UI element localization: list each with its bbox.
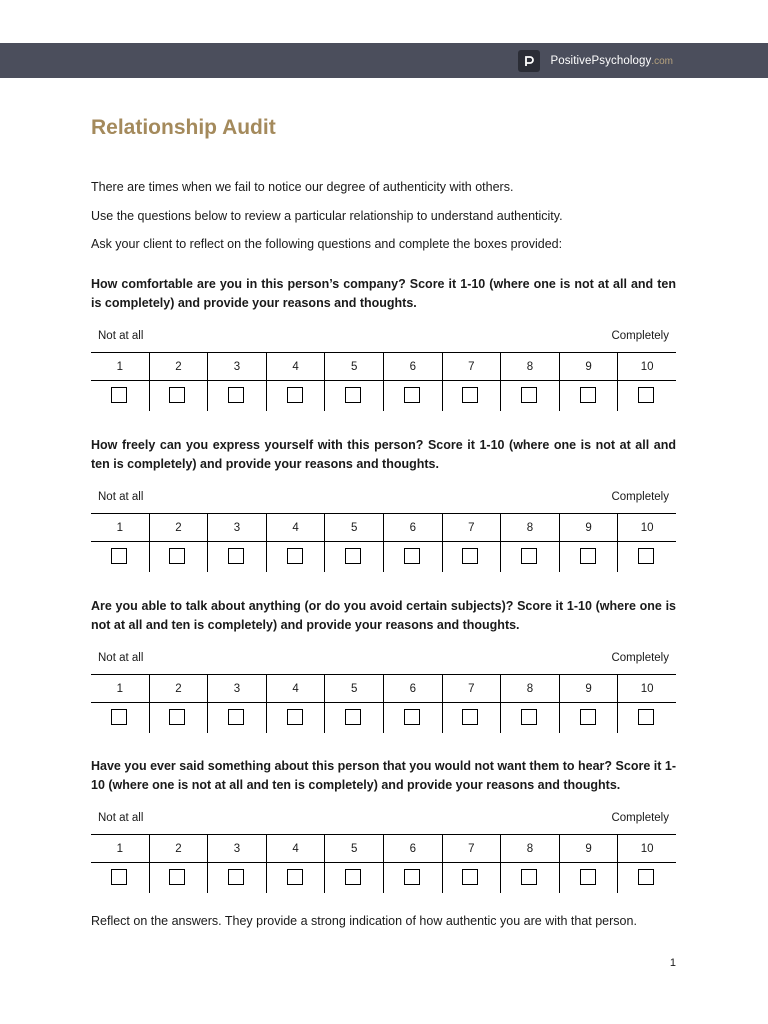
- scale-number: 3: [208, 675, 266, 703]
- brand[interactable]: [518, 51, 673, 71]
- score-checkbox[interactable]: [345, 548, 361, 564]
- scale-number: 10: [618, 835, 676, 863]
- scale-label-completely: Completely: [611, 330, 669, 342]
- scale-number: 4: [267, 835, 325, 863]
- scale-cell-6: [383, 353, 442, 411]
- scale-number: 1: [91, 353, 149, 381]
- scale-number: 2: [150, 675, 208, 703]
- scale-cell-6: [383, 514, 442, 572]
- scale-cell-3: [207, 675, 266, 733]
- scale-cell-2: [149, 675, 208, 733]
- scale-number: 8: [501, 353, 559, 381]
- scale-number: 6: [384, 514, 442, 542]
- scale-labels: [91, 491, 676, 507]
- brand-suffix: .com: [651, 55, 673, 67]
- scale-cell-8: [500, 514, 559, 572]
- question-3: Are you able to talk about anything (or do you avoid certain subjects)? Score it 1-10 (where one is not at all and ten is completely) and provide your reasons and thoughts.: [91, 599, 676, 632]
- score-checkbox[interactable]: [462, 548, 478, 564]
- scale-cell-8: [500, 675, 559, 733]
- scale-cell-10: [617, 675, 676, 733]
- score-checkbox[interactable]: [580, 548, 596, 564]
- score-checkbox[interactable]: [521, 709, 537, 725]
- header-bar: [0, 43, 768, 78]
- scale-labels: [91, 652, 676, 668]
- score-checkbox[interactable]: [287, 387, 303, 403]
- score-checkbox[interactable]: [287, 869, 303, 885]
- score-checkbox[interactable]: [111, 869, 127, 885]
- score-checkbox[interactable]: [521, 869, 537, 885]
- score-checkbox[interactable]: [111, 709, 127, 725]
- score-checkbox[interactable]: [638, 709, 654, 725]
- scale-number: 1: [91, 675, 149, 703]
- scale-cell-5: [324, 514, 383, 572]
- scale-cell-5: [324, 675, 383, 733]
- scale-number: 2: [150, 353, 208, 381]
- scale-label-not-at-all: Not at all: [98, 330, 144, 342]
- score-checkbox[interactable]: [287, 548, 303, 564]
- intro-line-1: There are times when we fail to notice our degree of authenticity with others.: [91, 180, 514, 194]
- score-checkbox[interactable]: [404, 548, 420, 564]
- scale-number: 5: [325, 675, 383, 703]
- scale-cell-2: [149, 835, 208, 893]
- page-title: Relationship Audit: [91, 116, 276, 139]
- scale-number: 8: [501, 514, 559, 542]
- score-checkbox[interactable]: [462, 709, 478, 725]
- score-checkbox[interactable]: [580, 387, 596, 403]
- score-checkbox[interactable]: [580, 709, 596, 725]
- score-checkbox[interactable]: [521, 387, 537, 403]
- rating-scale-2: [91, 491, 676, 534]
- rating-scale-3: [91, 652, 676, 695]
- scale-cell-5: [324, 835, 383, 893]
- scale-number: 7: [443, 675, 501, 703]
- score-checkbox[interactable]: [462, 869, 478, 885]
- scale-number: 5: [325, 353, 383, 381]
- scale-cell-1: [91, 675, 149, 733]
- scale-grid: [91, 352, 676, 411]
- scale-cell-4: [266, 353, 325, 411]
- closing-text: Reflect on the answers. They provide a strong indication of how authentic you are with that person.: [91, 914, 637, 928]
- scale-number: 9: [560, 353, 618, 381]
- intro-line-2: Use the questions below to review a particular relationship to understand authenticity.: [91, 209, 563, 223]
- scale-cell-9: [559, 675, 618, 733]
- score-checkbox[interactable]: [404, 387, 420, 403]
- scale-cell-6: [383, 835, 442, 893]
- scale-cell-1: [91, 353, 149, 411]
- score-checkbox[interactable]: [345, 387, 361, 403]
- scale-label-completely: Completely: [611, 491, 669, 503]
- p-logo-icon: [518, 50, 540, 72]
- rating-scale-1: [91, 330, 676, 373]
- scale-number: 2: [150, 835, 208, 863]
- scale-cell-4: [266, 675, 325, 733]
- scale-number: 7: [443, 514, 501, 542]
- intro-line-3: Ask your client to reflect on the following questions and complete the boxes provided:: [91, 237, 563, 251]
- scale-number: 6: [384, 353, 442, 381]
- scale-label-completely: Completely: [611, 652, 669, 664]
- scale-number: 3: [208, 514, 266, 542]
- score-checkbox[interactable]: [169, 387, 185, 403]
- scale-number: 9: [560, 675, 618, 703]
- scale-cell-1: [91, 514, 149, 572]
- scale-cell-5: [324, 353, 383, 411]
- score-checkbox[interactable]: [404, 709, 420, 725]
- score-checkbox[interactable]: [228, 387, 244, 403]
- scale-label-completely: Completely: [611, 812, 669, 824]
- scale-cell-2: [149, 514, 208, 572]
- scale-label-not-at-all: Not at all: [98, 491, 144, 503]
- scale-number: 4: [267, 675, 325, 703]
- scale-number: 3: [208, 353, 266, 381]
- scale-cell-10: [617, 353, 676, 411]
- scale-number: 10: [618, 675, 676, 703]
- scale-number: 5: [325, 835, 383, 863]
- scale-cell-10: [617, 835, 676, 893]
- scale-number: 1: [91, 514, 149, 542]
- scale-number: 6: [384, 835, 442, 863]
- score-checkbox[interactable]: [404, 869, 420, 885]
- score-checkbox[interactable]: [111, 548, 127, 564]
- score-checkbox[interactable]: [228, 548, 244, 564]
- scale-label-not-at-all: Not at all: [98, 812, 144, 824]
- scale-cell-7: [442, 835, 501, 893]
- scale-cell-1: [91, 835, 149, 893]
- scale-number: 1: [91, 835, 149, 863]
- scale-cell-3: [207, 514, 266, 572]
- scale-grid: [91, 674, 676, 733]
- score-checkbox[interactable]: [169, 709, 185, 725]
- scale-labels: [91, 812, 676, 828]
- score-checkbox[interactable]: [228, 709, 244, 725]
- scale-cell-7: [442, 675, 501, 733]
- scale-number: 10: [618, 514, 676, 542]
- score-checkbox[interactable]: [521, 548, 537, 564]
- scale-number: 3: [208, 835, 266, 863]
- scale-cell-9: [559, 353, 618, 411]
- scale-number: 10: [618, 353, 676, 381]
- scale-cell-9: [559, 514, 618, 572]
- scale-cell-7: [442, 514, 501, 572]
- scale-cell-8: [500, 353, 559, 411]
- scale-cell-3: [207, 353, 266, 411]
- scale-label-not-at-all: Not at all: [98, 652, 144, 664]
- score-checkbox[interactable]: [169, 548, 185, 564]
- scale-number: 6: [384, 675, 442, 703]
- score-checkbox[interactable]: [638, 869, 654, 885]
- scale-cell-3: [207, 835, 266, 893]
- scale-cell-8: [500, 835, 559, 893]
- scale-cell-4: [266, 835, 325, 893]
- scale-number: 7: [443, 835, 501, 863]
- question-1: How comfortable are you in this person’s company? Score it 1-10 (where one is not at all and ten is completely) and provide your reasons and thoughts.: [91, 277, 676, 310]
- brand-name: PositivePsychology: [550, 55, 652, 67]
- score-checkbox[interactable]: [345, 869, 361, 885]
- scale-cell-10: [617, 514, 676, 572]
- page-number: 1: [669, 957, 676, 969]
- scale-number: 4: [267, 353, 325, 381]
- score-checkbox[interactable]: [111, 387, 127, 403]
- score-checkbox[interactable]: [345, 709, 361, 725]
- score-checkbox[interactable]: [638, 387, 654, 403]
- scale-number: 7: [443, 353, 501, 381]
- score-checkbox[interactable]: [228, 869, 244, 885]
- scale-grid: [91, 513, 676, 572]
- scale-number: 2: [150, 514, 208, 542]
- question-4: Have you ever said something about this person that you would not want them to hear? Score it 1-10 (where one is not at all and ten is completely) and provide your reasons and thoughts.: [91, 759, 676, 792]
- score-checkbox[interactable]: [580, 869, 596, 885]
- score-checkbox[interactable]: [169, 869, 185, 885]
- scale-number: 4: [267, 514, 325, 542]
- scale-number: 9: [560, 835, 618, 863]
- score-checkbox[interactable]: [638, 548, 654, 564]
- scale-grid: [91, 834, 676, 893]
- question-2: How freely can you express yourself with this person? Score it 1-10 (where one is not at all and ten is completely) and provide your reasons and thoughts.: [91, 438, 676, 471]
- scale-cell-7: [442, 353, 501, 411]
- rating-scale-4: [91, 812, 676, 855]
- scale-number: 8: [501, 675, 559, 703]
- scale-cell-2: [149, 353, 208, 411]
- scale-number: 8: [501, 835, 559, 863]
- score-checkbox[interactable]: [462, 387, 478, 403]
- scale-number: 9: [560, 514, 618, 542]
- scale-labels: [91, 330, 676, 346]
- score-checkbox[interactable]: [287, 709, 303, 725]
- scale-number: 5: [325, 514, 383, 542]
- scale-cell-6: [383, 675, 442, 733]
- scale-cell-9: [559, 835, 618, 893]
- scale-cell-4: [266, 514, 325, 572]
